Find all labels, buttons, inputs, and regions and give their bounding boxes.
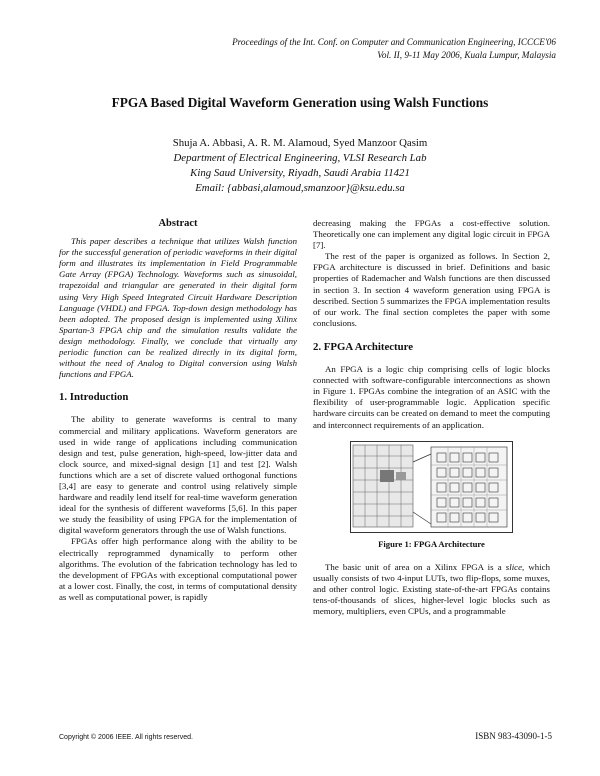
figure-caption: Figure 1: FPGA Architecture [378, 538, 485, 549]
author-block [0, 136, 600, 196]
author-names: Shuja A. Abbasi, A. R. M. Alamoud, Syed Manzoor Qasim [172, 137, 428, 149]
author-university: King Saud University, Riyadh, Saudi Arabia 11421 [190, 167, 410, 179]
fpga-paragraph-2-end: , which usually consists of two 4-input LUTs, two flip-flops, some muxes, and other control logic. Existing state-of-the-art FPGAs contains tens-of-thousands of slices, higher-level logic blocks such as memory, multipliers, even CPUs, and a programmable [313, 561, 550, 617]
figure-fpga-architecture [350, 441, 513, 533]
section-heading-introduction: 1. Introduction [59, 391, 129, 404]
author-department: Department of Electrical Engineering, VLSI Research Lab [173, 152, 427, 164]
right-column [313, 218, 550, 617]
paper-title: FPGA Based Digital Waveform Generation using Walsh Functions [111, 95, 489, 110]
intro-paragraph-2: FPGAs offer high performance along with the ability to be electrically reprogrammed dynamically to perform other algorithms. The evolution of the fabrication technology has led to the development of FPGAs with exceptional computational power at a lower cost. Finally, the cost, in terms of computational density as well as computational power, is rapidly [59, 536, 297, 602]
intro-paragraph-3: decreasing making the FPGAs a cost-effective solution. Theoretically one can implement any digital logic circuit in FPGA [7]. [313, 218, 550, 251]
fpga-paragraph-2-start: The basic unit of area on a Xilinx FPGA is a [325, 561, 506, 572]
abstract-heading: Abstract [158, 218, 198, 229]
proceedings-header [232, 36, 556, 62]
intro-paragraph-4: The rest of the paper is organized as follows. In Section 2, FPGA architecture is discussed in brief. Definitions and basic properties of Rademacher and Walsh functions are then discussed in section 3. In section 4 waveform generation using FPGA is described. Section 5 summarizes the FPGA implementation results of our work. The final section completes the paper with some conclusions. [313, 251, 550, 328]
fpga-paragraph-2-emphasis: slice [505, 561, 523, 572]
left-column [59, 218, 297, 603]
footer-isbn: ISBN 983-43090-1-5 [475, 731, 552, 741]
section-heading-fpga-architecture: 2. FPGA Architecture [313, 340, 414, 353]
fpga-paragraph-1: An FPGA is a logic chip comprising cells of logic blocks connected with software-configurable interconnections as shown in Figure 1. FPGAs combine the integration of an ASIC with the flexibility of user-programmable logic. Application specific hardware circuits can be created on demand to meet the computing and interconnect requirements of an application. [313, 364, 550, 430]
footer-copyright: Copyright © 2006 IEEE. All rights reserved. [59, 734, 193, 741]
proceedings-line-1: Proceedings of the Int. Conf. on Computer and Communication Engineering, ICCCE'06 [232, 37, 556, 47]
proceedings-line-2: Vol. II, 9-11 May 2006, Kuala Lumpur, Malaysia [377, 50, 556, 60]
intro-paragraph-1: The ability to generate waveforms is central to many commercial and military applications. Waveform generators are used in wide range of applications including communication design and test, pulse generation, high-speed, low-jitter data and clock source, and mixed-signal design [1] and test [2]. Walsh functions which are a set of discrete valued orthogonal functions [3,4] are easy to generate and control using relatively simple hardware and readily lend itself for real-time waveform generation ideal for the synthesis of different waveforms [5,6]. In this paper we study the feasibility of using FPGA for the implementation of digital waveform generators through the use of Walsh functions. [59, 414, 297, 536]
fpga-paragraph-2 [313, 562, 550, 617]
author-email: Email: {abbasi,alamoud,smanzoor}@ksu.edu.sa [195, 182, 405, 194]
abstract-text: This paper describes a technique that utilizes Walsh function for the successful generation of periodic waveforms in their digital form and illustrates its implementation in Field Programmable Gate Array (FPGA) Technology. Waveforms such as sinusoidal, trapezoidal and triangular are generated in their digital form using Very High Speed Integrated Circuit Hardware Description Language (VHDL) and FPGA. Top-down design methodology has been adopted. The proposed design is implemented using Xilinx Spartan-3 FPGA chip and the simulation results validate the design methodology. Finally, we conclude that virtually any periodic function can be realized directly in its digital form, without the need of Analog to Digital conversion using Walsh functions and FPGA. [59, 236, 297, 380]
fpga-architecture-diagram [351, 442, 512, 532]
